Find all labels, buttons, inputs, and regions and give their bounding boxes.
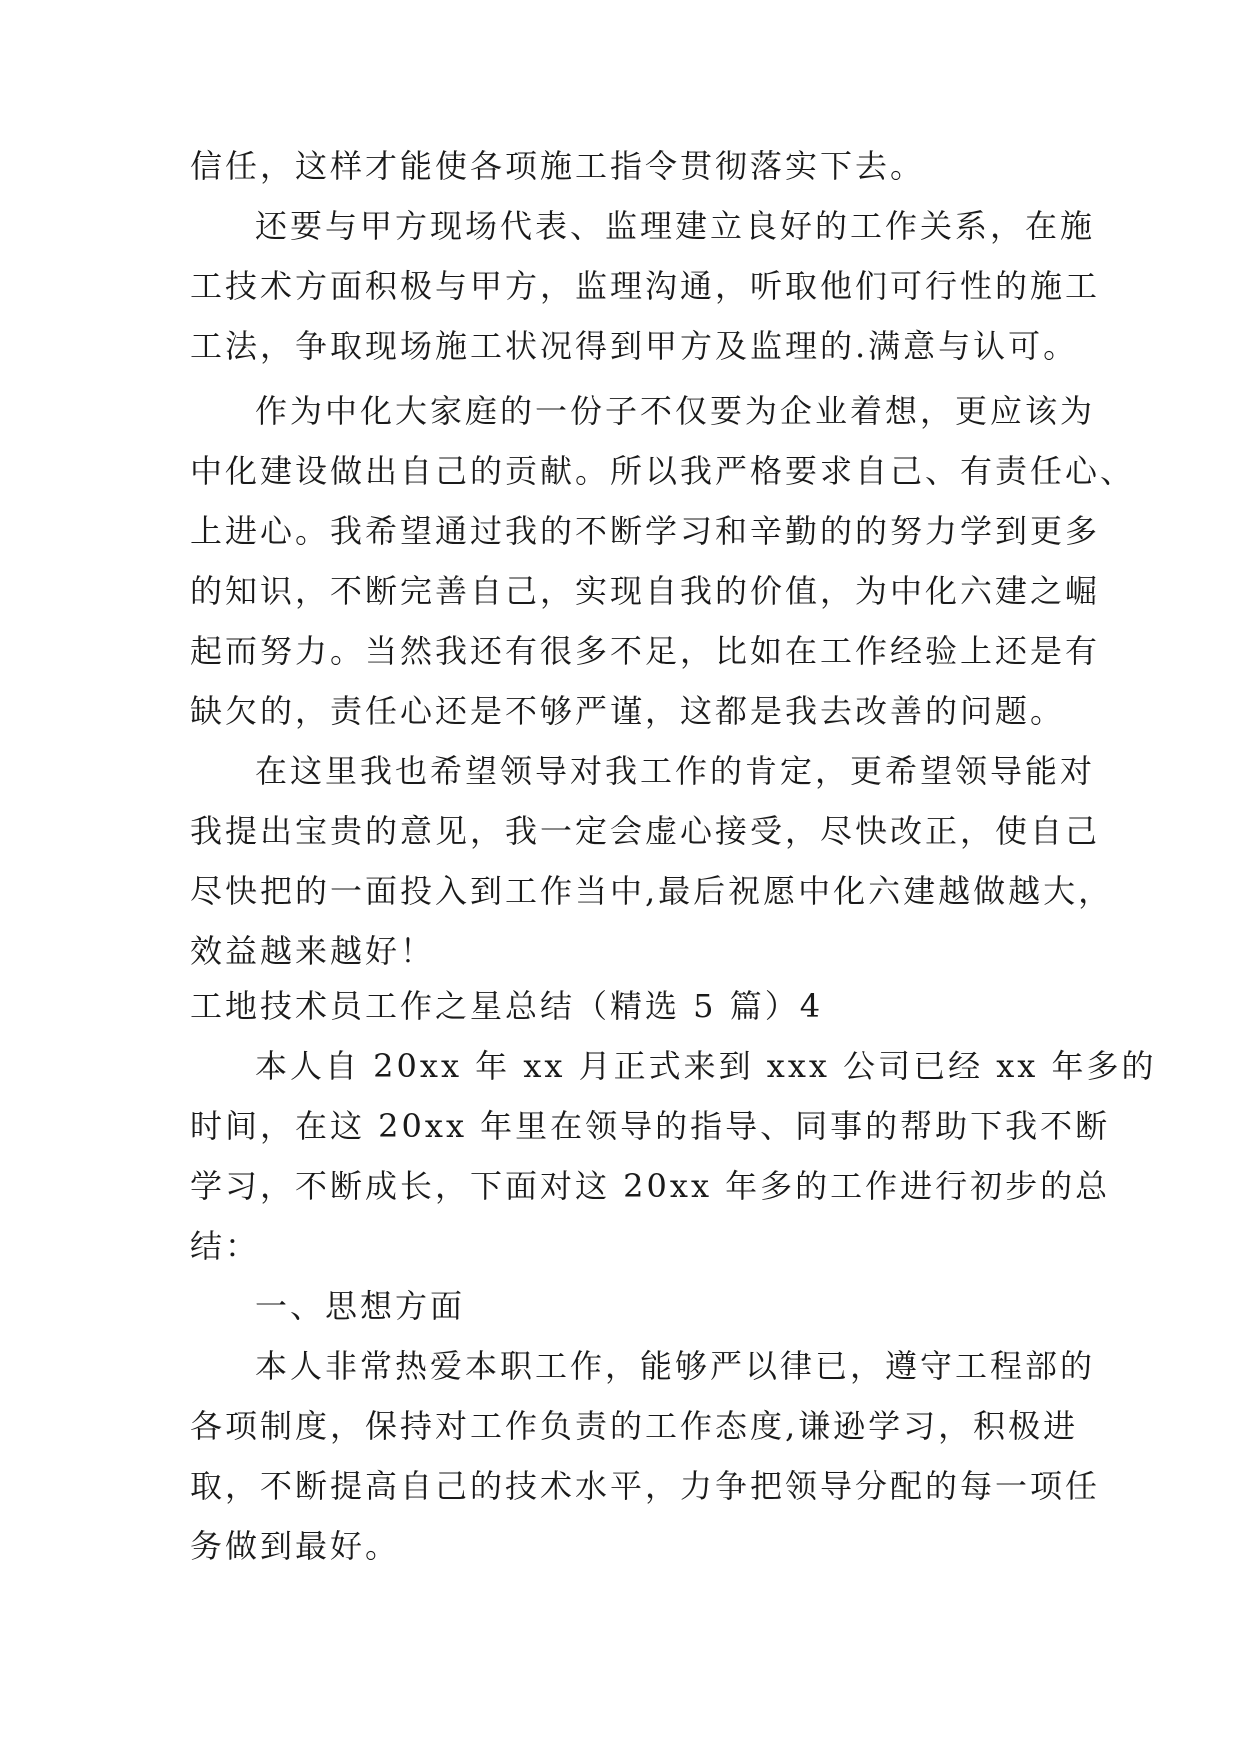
text-line: 缺欠的，责任心还是不够严谨，这都是我去改善的问题。 xyxy=(190,692,1066,730)
text-line: 效益越来越好！ xyxy=(190,932,436,970)
text-line: 工法，争取现场施工状况得到甲方及监理的.满意与认可。 xyxy=(190,327,1079,365)
text-line: 务做到最好。 xyxy=(190,1527,401,1565)
text-line: 的知识，不断完善自己，实现自我的价值，为中化六建之崛 xyxy=(190,572,1101,610)
section-title: 工地技术员工作之星总结（精选 5 篇）4 xyxy=(190,987,824,1025)
text-line: 结： xyxy=(190,1227,261,1265)
text-line: 各项制度，保持对工作负责的工作态度,谦逊学习，积极进 xyxy=(190,1407,1079,1445)
text-line: 尽快把的一面投入到工作当中,最后祝愿中化六建越做越大， xyxy=(190,872,1114,910)
text-line: 本人自 20xx 年 xx 月正式来到 xxx 公司已经 xx 年多的 xyxy=(255,1047,1157,1085)
text-line: 取，不断提高自己的技术水平，力争把领导分配的每一项任 xyxy=(190,1467,1101,1505)
text-line: 信任，这样才能使各项施工指令贯彻落实下去。 xyxy=(190,147,926,185)
text-line: 还要与甲方现场代表、监理建立良好的工作关系，在施 xyxy=(255,207,1096,245)
text-line: 工技术方面积极与甲方，监理沟通，听取他们可行性的施工 xyxy=(190,267,1101,305)
text-line: 作为中化大家庭的一份子不仅要为企业着想，更应该为 xyxy=(255,392,1096,430)
text-line: 我提出宝贵的意见，我一定会虚心接受，尽快改正，使自己 xyxy=(190,812,1101,850)
subheading: 一、思想方面 xyxy=(255,1287,466,1325)
text-line: 上进心。我希望通过我的不断学习和辛勤的的努力学到更多 xyxy=(190,512,1101,550)
text-line: 起而努力。当然我还有很多不足，比如在工作经验上还是有 xyxy=(190,632,1101,670)
text-line: 中化建设做出自己的贡献。所以我严格要求自己、有责任心、 xyxy=(190,452,1136,490)
text-line: 学习，不断成长，下面对这 20xx 年多的工作进行初步的总 xyxy=(190,1167,1111,1205)
text-line: 在这里我也希望领导对我工作的肯定，更希望领导能对 xyxy=(255,752,1096,790)
text-line: 时间，在这 20xx 年里在领导的指导、同事的帮助下我不断 xyxy=(190,1107,1111,1145)
text-line: 本人非常热爱本职工作，能够严以律已，遵守工程部的 xyxy=(255,1347,1096,1385)
